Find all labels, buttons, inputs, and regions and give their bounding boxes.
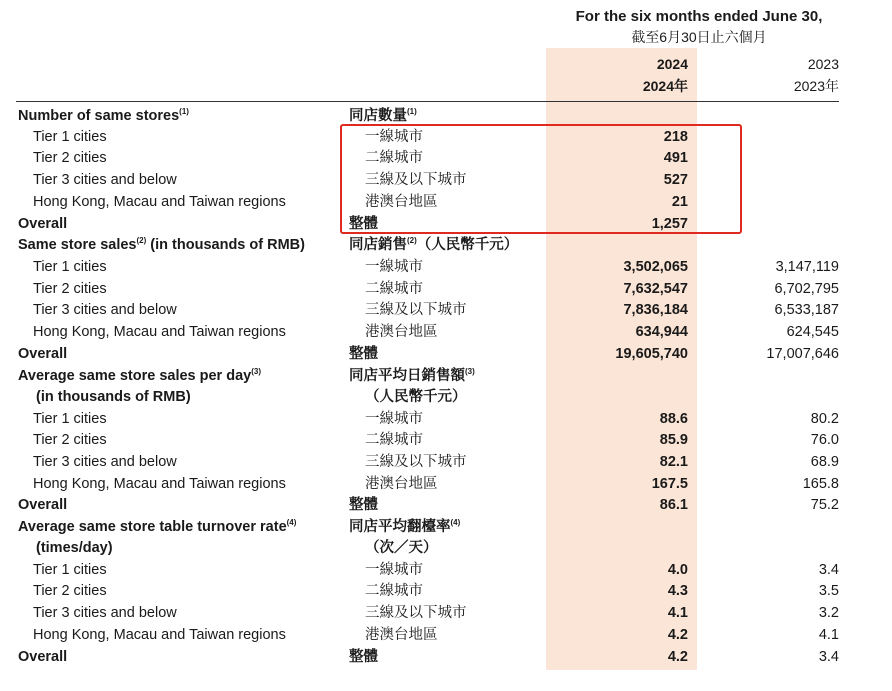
label-en [18, 516, 296, 538]
footnote-ref: (3) [465, 367, 475, 377]
label-en [18, 365, 261, 387]
label-zh [365, 602, 467, 624]
total-row [0, 494, 892, 516]
label-en [36, 537, 113, 559]
label-zh-text: 一線城市 [365, 562, 423, 578]
table-row [0, 256, 892, 278]
label-zh-unit: （人民幣千元） [416, 237, 519, 253]
label-zh [365, 624, 438, 646]
label-zh-text: 三線及以下城市 [365, 172, 467, 188]
label-en-text: Tier 2 cities [33, 150, 107, 166]
label-en-text: Tier 3 cities and below [33, 172, 177, 188]
label-en [33, 559, 107, 581]
year-current: 2024 [656, 56, 688, 72]
label-zh-text: 整體 [349, 216, 378, 232]
label-zh [349, 646, 378, 668]
label-en [33, 624, 286, 646]
label-en [33, 191, 286, 213]
label-en [33, 321, 286, 343]
label-zh [365, 299, 467, 321]
section-header-row [0, 516, 892, 538]
table-row [0, 429, 892, 451]
label-en [18, 494, 67, 516]
label-zh [349, 343, 378, 365]
label-zh [365, 559, 423, 581]
value-2024: 19,605,740 [615, 346, 688, 362]
total-row [0, 343, 892, 365]
footnote-ref: (2) [136, 236, 147, 246]
value-2024: 85.9 [659, 432, 688, 448]
value-2024: 7,836,184 [623, 302, 688, 318]
value-2024: 86.1 [659, 497, 688, 513]
value-2024: 527 [663, 172, 688, 188]
table-row [0, 624, 892, 646]
label-zh [365, 408, 423, 430]
table-row [0, 602, 892, 624]
label-en [33, 299, 177, 321]
label-en-text: Tier 2 cities [33, 432, 107, 448]
label-en [33, 408, 107, 430]
label-zh [365, 321, 438, 343]
table-row [0, 559, 892, 581]
section-header-row [0, 234, 892, 256]
label-en [18, 213, 67, 235]
label-en-text: Tier 3 cities and below [33, 605, 177, 621]
value-2024: 4.1 [667, 605, 688, 621]
label-en-text: (in thousands of RMB) [36, 389, 191, 405]
footnote-ref: (1) [179, 107, 189, 117]
value-2024: 4.3 [667, 583, 688, 599]
label-en [33, 473, 286, 495]
label-en-text: Tier 2 cities [33, 583, 107, 599]
label-zh-text: 港澳台地區 [365, 627, 438, 643]
table-row [0, 408, 892, 430]
label-en-text: Tier 1 cities [33, 411, 107, 427]
section-header-row [0, 537, 892, 559]
label-zh-text: 港澳台地區 [365, 194, 438, 210]
section-header-row [0, 386, 892, 408]
value-2024: 21 [671, 194, 688, 210]
label-en-text: Overall [18, 497, 68, 513]
label-en-text: Hong Kong, Macau and Taiwan regions [33, 476, 286, 492]
label-zh [349, 234, 518, 256]
section-header-row [0, 365, 892, 387]
label-zh-text: 同店數量 [349, 108, 407, 124]
label-en [33, 256, 107, 278]
value-2023: 4.1 [818, 627, 839, 643]
value-2023: 3.4 [818, 649, 839, 665]
value-2024: 4.2 [667, 649, 688, 665]
value-2023: 165.8 [802, 476, 839, 492]
table-row [0, 473, 892, 495]
label-en [18, 343, 67, 365]
label-zh [365, 386, 467, 408]
label-en-text: Hong Kong, Macau and Taiwan regions [33, 324, 286, 340]
label-en [33, 169, 177, 191]
label-zh [365, 451, 467, 473]
total-row [0, 646, 892, 668]
label-zh-text: （次／天） [365, 540, 438, 556]
label-zh-text: 一線城市 [365, 411, 423, 427]
value-2023: 76.0 [810, 432, 839, 448]
label-en [18, 646, 67, 668]
label-en [33, 126, 107, 148]
label-en-text: Hong Kong, Macau and Taiwan regions [33, 194, 286, 210]
label-en-unit: (in thousands of RMB) [146, 237, 305, 253]
value-2023: 6,702,795 [774, 281, 839, 297]
value-2023: 3.4 [818, 562, 839, 578]
label-zh [365, 256, 423, 278]
label-en-text: Tier 1 cities [33, 562, 107, 578]
table-row [0, 321, 892, 343]
table-row [0, 580, 892, 602]
label-zh-text: 同店平均翻檯率 [349, 519, 451, 535]
label-zh-text: 二線城市 [365, 150, 423, 166]
label-en [33, 278, 107, 300]
label-en-text: Tier 2 cities [33, 281, 107, 297]
value-2023: 75.2 [810, 497, 839, 513]
table-row [0, 278, 892, 300]
label-zh-text: 整體 [349, 649, 378, 665]
footnote-ref: (1) [407, 107, 417, 117]
label-en-text: Overall [18, 649, 68, 665]
label-en-text: Overall [18, 216, 68, 232]
value-2024: 88.6 [659, 411, 688, 427]
value-2024: 3,502,065 [623, 259, 688, 275]
table-row [0, 451, 892, 473]
label-zh-text: 三線及以下城市 [365, 454, 467, 470]
label-zh-text: （人民幣千元） [365, 389, 467, 405]
value-2023: 80.2 [810, 411, 839, 427]
label-en [18, 234, 305, 256]
value-2023: 3.5 [818, 583, 839, 599]
label-en-text: Same store sales [18, 237, 137, 253]
value-2024: 634,944 [635, 324, 688, 340]
label-en-text: Tier 1 cities [33, 129, 107, 145]
label-zh-text: 港澳台地區 [365, 324, 438, 340]
label-zh-text: 一線城市 [365, 129, 423, 145]
footnote-ref: (3) [251, 367, 261, 377]
value-2024: 218 [663, 129, 688, 145]
year-current-zh: 2024年 [642, 78, 688, 94]
label-en [33, 602, 177, 624]
label-zh [349, 494, 378, 516]
value-2023: 17,007,646 [766, 346, 839, 362]
label-zh-text: 整體 [349, 346, 378, 362]
annotation-highlight-box [340, 124, 742, 234]
label-en-text: Average same store table turnover rate [18, 519, 287, 535]
label-en [18, 105, 189, 127]
label-zh [365, 429, 423, 451]
label-en [33, 429, 107, 451]
label-en [33, 147, 107, 169]
value-2023: 624,545 [786, 324, 839, 340]
label-zh [349, 516, 460, 538]
label-zh-text: 二線城市 [365, 583, 423, 599]
label-en-text: Number of same stores [18, 108, 180, 124]
value-2024: 82.1 [659, 454, 688, 470]
value-2023: 3,147,119 [775, 259, 839, 275]
label-zh [349, 365, 475, 387]
label-zh-text: 同店平均日銷售額 [349, 368, 465, 384]
value-2024: 4.2 [667, 627, 688, 643]
period-header-zh: 截至6月30日止六個月 [631, 29, 767, 45]
label-zh-text: 三線及以下城市 [365, 605, 467, 621]
value-2023: 6,533,187 [774, 302, 839, 318]
value-2023: 3.2 [818, 605, 839, 621]
label-en-text: Tier 3 cities and below [33, 302, 177, 318]
period-header: For the six months ended June 30, [575, 8, 823, 25]
value-2024: 4.0 [667, 562, 688, 578]
table-row [0, 299, 892, 321]
label-en-text: (times/day) [36, 540, 113, 556]
value-2024: 1,257 [651, 216, 688, 232]
label-zh [365, 537, 438, 559]
label-en-text: Tier 1 cities [33, 259, 107, 275]
label-en [33, 451, 177, 473]
label-en-text: Average same store sales per day [18, 368, 252, 384]
label-zh-text: 整體 [349, 497, 378, 513]
year-prior-zh: 2023年 [793, 78, 839, 94]
label-zh-text: 一線城市 [365, 259, 423, 275]
year-prior: 2023 [807, 56, 839, 72]
value-2024: 491 [663, 150, 688, 166]
label-zh [365, 580, 423, 602]
label-zh [365, 278, 423, 300]
label-en [33, 580, 107, 602]
value-2024: 7,632,547 [623, 281, 688, 297]
footnote-ref: (4) [450, 518, 461, 528]
header-divider [16, 101, 839, 102]
footnote-ref: (2) [407, 236, 417, 246]
label-en-text: Hong Kong, Macau and Taiwan regions [33, 627, 286, 643]
label-zh [365, 473, 438, 495]
label-en [36, 386, 191, 408]
label-en-text: Tier 3 cities and below [33, 454, 177, 470]
label-zh-text: 港澳台地區 [365, 476, 438, 492]
value-2023: 68.9 [810, 454, 839, 470]
value-2024: 167.5 [651, 476, 688, 492]
label-en-text: Overall [18, 346, 68, 362]
label-zh-text: 二線城市 [365, 432, 423, 448]
label-zh-text: 三線及以下城市 [365, 302, 467, 318]
footnote-ref: (4) [286, 518, 297, 528]
label-zh-text: 同店銷售 [349, 237, 407, 253]
label-zh-text: 二線城市 [365, 281, 423, 297]
